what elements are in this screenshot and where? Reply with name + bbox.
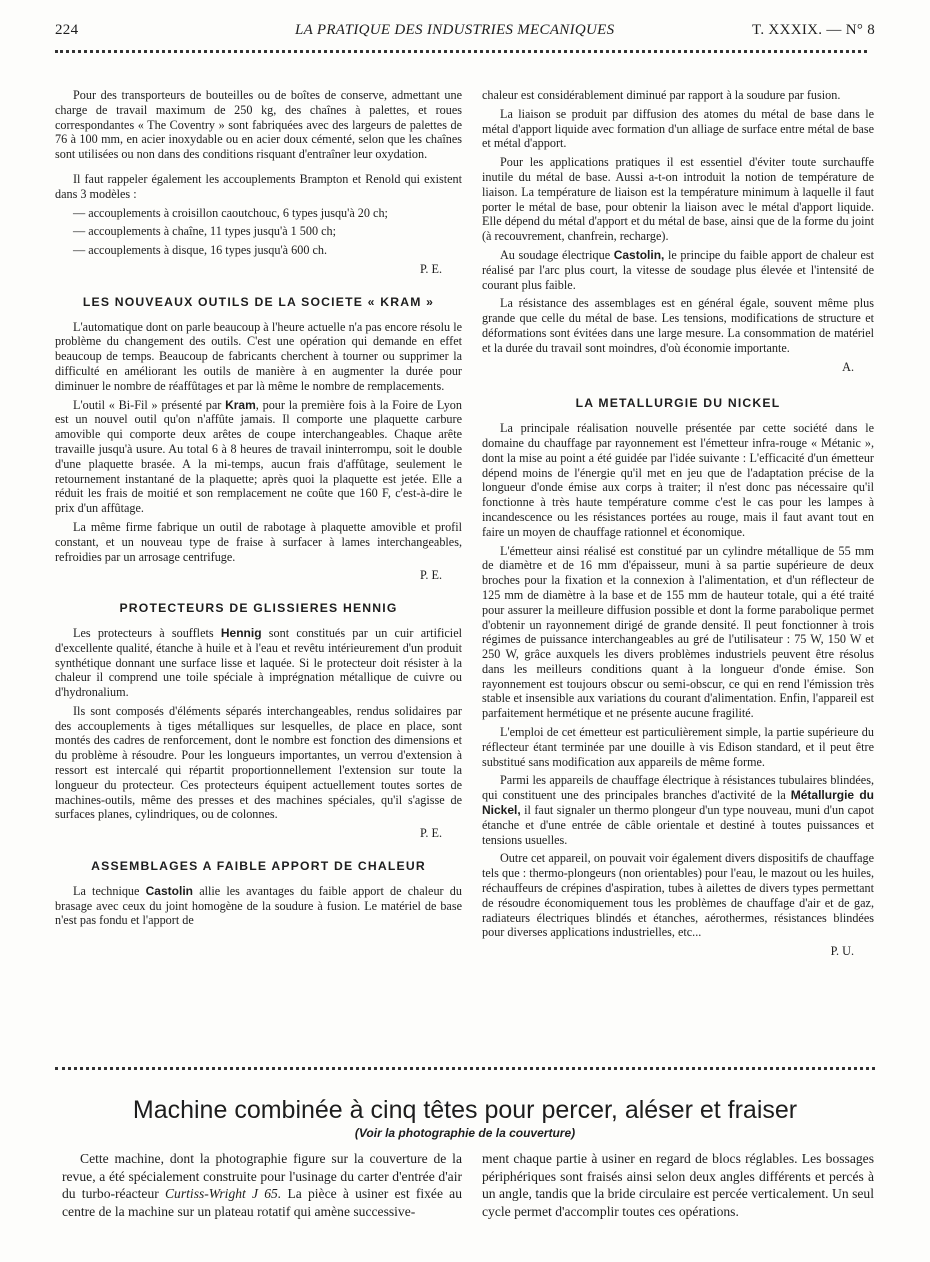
intro-list-item: — accouplements à croisillon caoutchouc, 6 types jusqu'à 20 ch;: [73, 205, 388, 220]
section-rule: [55, 1067, 875, 1074]
brand-name: Kram: [225, 397, 256, 412]
intro-list-item: — accouplements à chaîne, 11 types jusqu'à 1 500 ch;: [73, 224, 337, 239]
signature: A.: [842, 359, 854, 374]
article-right-column: [482, 1150, 874, 1220]
brand-name: Castolin: [145, 883, 193, 898]
nickel-paragraph: L'émetteur ainsi réalisé est constitué par un cylindre métallique de 55 mm de diamètre et de 16 mm d'épaisseur, muni à sa partie supérieure de deux broches pour la fixation et la connexion à l'alimentation, et d'un réflecteur de 125 mm de diamètre à la base et de 155 mm de hauteur totale, qui a été traité pour assurer la meilleure diffusion possible et dont la forme parabolique permet d'obtenir un rayonnement dirigé de grande densité. Il peut fonctionner à trois régimes de puissance interchangeables au gré de l'utilisateur : 75 W, 150 W et 250 W, grâce auxquels les divers problèmes industriels peuvent être résolus dans les meilleurs conditions quant à la longueur d'onde émise. Son rayonnement est toujours obscur ou semi-obscur, ce qui en rend l'émission très stable et insensible aux variations du courant d'alimentation. Enfin, l'appareil est parfaitement hermétique et ne présente aucune fragilité.: [482, 543, 874, 721]
article-subtitle: (Voir la photographie de la couverture): [354, 1126, 576, 1140]
section-heading-hennig: PROTECTEURS DE GLISSIERES HENNIG: [119, 601, 398, 616]
section-heading-kram: LES NOUVEAUX OUTILS DE LA SOCIETE « KRAM »: [82, 294, 435, 309]
assemblages-paragraph: chaleur est considérablement diminué par rapport à la soudure par fusion.: [482, 88, 841, 102]
kram-paragraph: La même firme fabrique un outil de rabotage à plaquette amovible et profil constant, et un nouveau type de fraise à surfacer à lames interchangeables, refroidies par un arrosage centrifuge.: [55, 519, 462, 564]
journal-title: LA PRATIQUE DES INDUSTRIES MECANIQUES: [295, 22, 615, 38]
assemblages-paragraph: La liaison se produit par diffusion des atomes du métal de base dans le métal d'apport liquide avec formation d'un alliage de surface entre métal de base et métal d'apport.: [482, 106, 874, 151]
brand-name: Hennig: [220, 625, 262, 640]
signature: P. E.: [419, 826, 442, 841]
nickel-paragraph: L'emploi de cet émetteur est particulièrement simple, la partie supérieure du réflecteur étant terminée par une douille à vis Edison standard, et il peut être substitué sans modification aux appareils de même forme.: [482, 725, 874, 769]
volume-issue: T. XXXIX. — N° 8: [751, 22, 875, 38]
running-header: [55, 22, 875, 44]
brand-name: Castolin,: [613, 247, 665, 262]
article-left-column: [62, 1150, 462, 1220]
page-number: 224: [55, 22, 79, 38]
signature: P. E.: [419, 568, 442, 583]
right-column: [482, 88, 874, 963]
nickel-paragraph: La principale réalisation nouvelle présentée par cette société dans le domaine du chauffage par rayonnement est l'émetteur infra-rouge « Métanic », dont la mise au point a été guidée par l'idée suivante : L'efficacité d'un émetteur dépend moins de l'énergie qu'il met en jeu que de l'adaptation précise de la longueur d'onde émise aux corps à traiter; il n'est donc pas nécessaire qu'il fonctionne à très haute température comme c'est le cas pour les lampes à incandescence ou les résistances portées au rouge, mais il faut avant tout en faire un moyen de chauffage rationnel et économique.: [482, 421, 874, 539]
signature: P. E.: [419, 261, 442, 276]
assemblages-paragraph: La résistance des assemblages est en général égale, souvent même plus grande que celle du métal de base. Les tensions, modifications de structure et déformations sont évitées dans une large mesure. La consommation de matériel et la durée du travail sont moindres, d'où économie importante.: [482, 296, 874, 355]
nickel-paragraph: Outre cet appareil, on pouvait voir également divers dispositifs de chauffage tels que : thermo-plongeurs (non orientables) pour l'eau, le mazout ou les huiles, réchauffeurs de crépines d'aspiration, tubes à ailettes de divers types permettant de résoudre économiquement tous les problèmes de chauffage d'air et de gaz, radiateurs électriques blindés et étanches, aérothermes, résistances blindées pour diverses applications industrielles, etc...: [482, 851, 874, 940]
assemblages-paragraph: Au soudage électrique Castolin, le principe du faible apport de chaleur est réalisé par l'arc plus court, la vitesse de soudage plus élevée et l'intensité de courant plus faible.: [482, 247, 874, 292]
assemblages-paragraph: La technique Castolin allie les avantages du faible apport de chaleur du brasage avec ceux du joint homogène de la soudure à fusion. Le matériel de base n'est pas fondu et l'apport de: [55, 883, 462, 928]
hennig-paragraph: Ils sont composés d'éléments séparés interchangeables, rendus solidaires par des accouplements à tiges métalliques sur lesquelles, de place en place, sont montés des cadres de renforcement, dont le nombre est fonction des dimensions et du problème à résoudre. Pour les longueurs importantes, un verrou d'extension à ressort est intercalé qui répartit proportionnellement l'extension sur toute la longueur du protecteur. Ces protecteurs équipent actuellement toutes sortes de machines-outils, même des presses et des machines spéciales, qu'il s'agisse de surfaces planes, cylindriques, ou de colonnes.: [55, 703, 462, 822]
article-paragraph: ment chaque partie à usiner en regard de blocs réglables. Les bossages périphériques sont fraisés ainsi selon deux angles différents et percés à un angle, tandis que la bride circulaire est percée verticalement. Un seul cycle permet d'accomplir toutes ces opérations.: [482, 1151, 874, 1219]
signature: P. U.: [830, 944, 854, 959]
intro-list-item: — accouplements à disque, 16 types jusqu'à 600 ch.: [73, 243, 328, 258]
engine-name: Curtiss-Wright J 65.: [164, 1186, 282, 1201]
nickel-paragraph: Parmi les appareils de chauffage électrique à résistances tubulaires blindées, qui constituent une des principales branches d'activité de la Métallurgie du Nickel, il faut signaler un thermo plongeur d'un type nouveau, muni d'un capot étanche et d'une entrée de câble orientale et destiné à toutes puissances et tensions usuelles.: [482, 773, 874, 847]
left-column: [55, 88, 462, 932]
kram-paragraph: L'outil « Bi-Fil » présenté par Kram, pour la première fois à la Foire de Lyon est un nouvel outil qu'on n'affûte jamais. Il comporte une plaquette carbure amovible qui comporte deux arêtes de coupe interchangeables. Chaque arête travaille jusqu'à usure. Au total 6 à 8 heures de travail ininterrompu, soit le double d'une plaquette brasée. A la mi-temps, aucun frais d'affûtage, seulement le retournement instantané de la plaquette; après quoi la plaquette est jetée. Elle a réduit les frais de moitié et son remplacement ne coûte que 160 F, c'est-à-dire le prix d'un affûtage.: [55, 397, 462, 516]
article-title: Machine combinée à cinq têtes pour percer, aléser et fraiser: [132, 1096, 798, 1124]
assemblages-paragraph: Pour les applications pratiques il est essentiel d'éviter toute surchauffe inutile du métal de base. Aussi a-t-on introduit la notion de température de liaison. La température de liaison est la température minimum à laquelle il faut porter le métal de base, pour obtenir la liaison avec le métal d'apport liquide. Elle dépend du métal d'apport et du métal de base, ainsi que de la forme du joint (à recouvrement, chanfrein, recharge).: [482, 155, 874, 244]
intro-paragraph: Pour des transporteurs de bouteilles ou de boîtes de conserve, admettant une charge de travail maximum de 250 kg, des chaînes à palettes, et roues correspondantes « The Coventry » sont fabriquées avec des largeurs de palettes de 76 à 100 mm, en acier inoxydable ou en acier doux cémenté, selon que les chaînes sont utilisées ou non dans des conditions risquant d'entraîner leur oxydation.: [55, 88, 462, 162]
section-heading-assemblages: ASSEMBLAGES A FAIBLE APPORT DE CHALEUR: [91, 859, 426, 874]
hennig-paragraph: Les protecteurs à soufflets Hennig sont constitués par un cuir artificiel d'excellente qualité, étanche à huile et à l'eau et revêtu intérieurement d'un produit synthétique donnant une surface lisse et laquée. Si le protecteur doit résister à la chaleur il comprend une toile spéciale à imprégnation métallique de cuivre ou d'hydronalium.: [55, 625, 462, 700]
header-rule: [55, 50, 867, 57]
kram-paragraph: L'automatique dont on parle beaucoup à l'heure actuelle n'a pas encore résolu le problème du changement des outils. C'est une opération qui demande en effet beaucoup de temps. Beaucoup de fabricants cherchent à tourner ou supprimer la difficulté en améliorant les outils de manière à en augmenter la durée pour diminuer le nombre de réaffûtages et par là même le nombre de remplacements.: [55, 319, 462, 393]
intro-paragraph: Il faut rappeler également les accouplements Brampton et Renold qui existent dans 3 modèles :: [55, 171, 462, 201]
article-paragraph: Cette machine, dont la photographie figure sur la couverture de la revue, a été spécialement construite pour l'usinage du carter d'entrée d'air du turbo-réacteur Curtiss-Wright J 65. La pièce à usiner est fixée au centre de la machine sur un plateau rotatif qui amène successive-: [62, 1151, 463, 1219]
section-heading-nickel: LA METALLURGIE DU NICKEL: [575, 396, 781, 411]
brand-name: Métallurgie du Nickel,: [482, 788, 874, 818]
